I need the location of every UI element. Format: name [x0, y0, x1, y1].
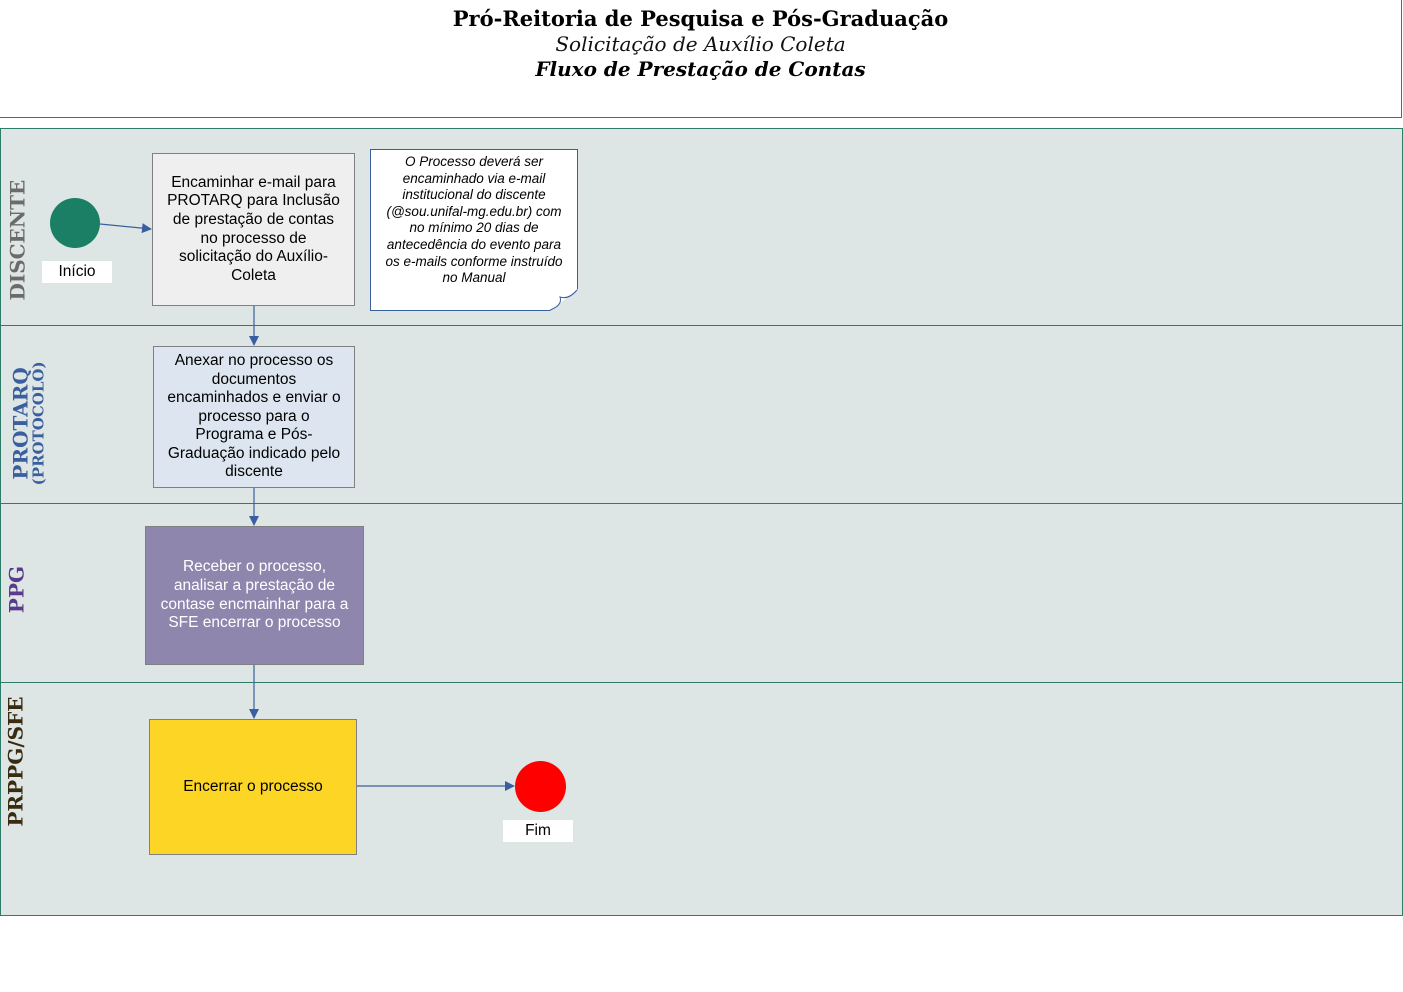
header-subtitle: Solicitação de Auxílio Coleta [555, 32, 846, 56]
task-close-process [149, 719, 357, 855]
task-review-process [145, 526, 364, 665]
note-fold-icon [550, 289, 578, 311]
flow-title: Fluxo de Prestação de Contas [535, 57, 866, 81]
lane-label-ppg: PPG [4, 565, 29, 614]
lane-divider [0, 325, 1403, 326]
end-label: Fim [503, 820, 573, 842]
end-event [515, 761, 566, 812]
lane-divider [0, 503, 1403, 504]
task-attach-documents [153, 346, 355, 488]
task-send-email-text: Encaminhar e-mail para PROTARQ para Inclusão de prestação de contas no processo de solicitação do Auxílio-Coleta [167, 173, 340, 284]
annotation-note [370, 149, 578, 311]
header-title: Pró-Reitoria de Pesquisa e Pós-Graduação [452, 6, 949, 31]
task-review-process-text: Receber o processo, analisar a prestação de contase encmainhar para a SFE encerrar o processo [160, 558, 349, 632]
task-send-email [152, 153, 355, 306]
annotation-text: O Processo deverá ser encaminhado via e-mail institucional do discente (@sou.unifal-mg.edu.br) com no mínimo 20 dias de antecedência do evento para os e-mails conforme instruído no Manual [385, 154, 563, 286]
lane-divider [0, 682, 1403, 683]
lane-label-discente: DISCENTE [5, 179, 30, 301]
lane-label-protarq: PROTARQ (PROTOCOLO) [8, 361, 48, 486]
lane-label-prppg-sfe: PRPPG/SFE [3, 696, 28, 827]
task-attach-documents-text: Anexar no processo os documentos encaminhados e enviar o processo para o Programa e Pós-Graduação indicado pelo discente [167, 351, 341, 481]
diagram-header [0, 0, 1402, 118]
start-label: Início [42, 261, 112, 283]
start-event [50, 198, 100, 248]
task-close-process-text: Encerrar o processo [183, 777, 323, 795]
